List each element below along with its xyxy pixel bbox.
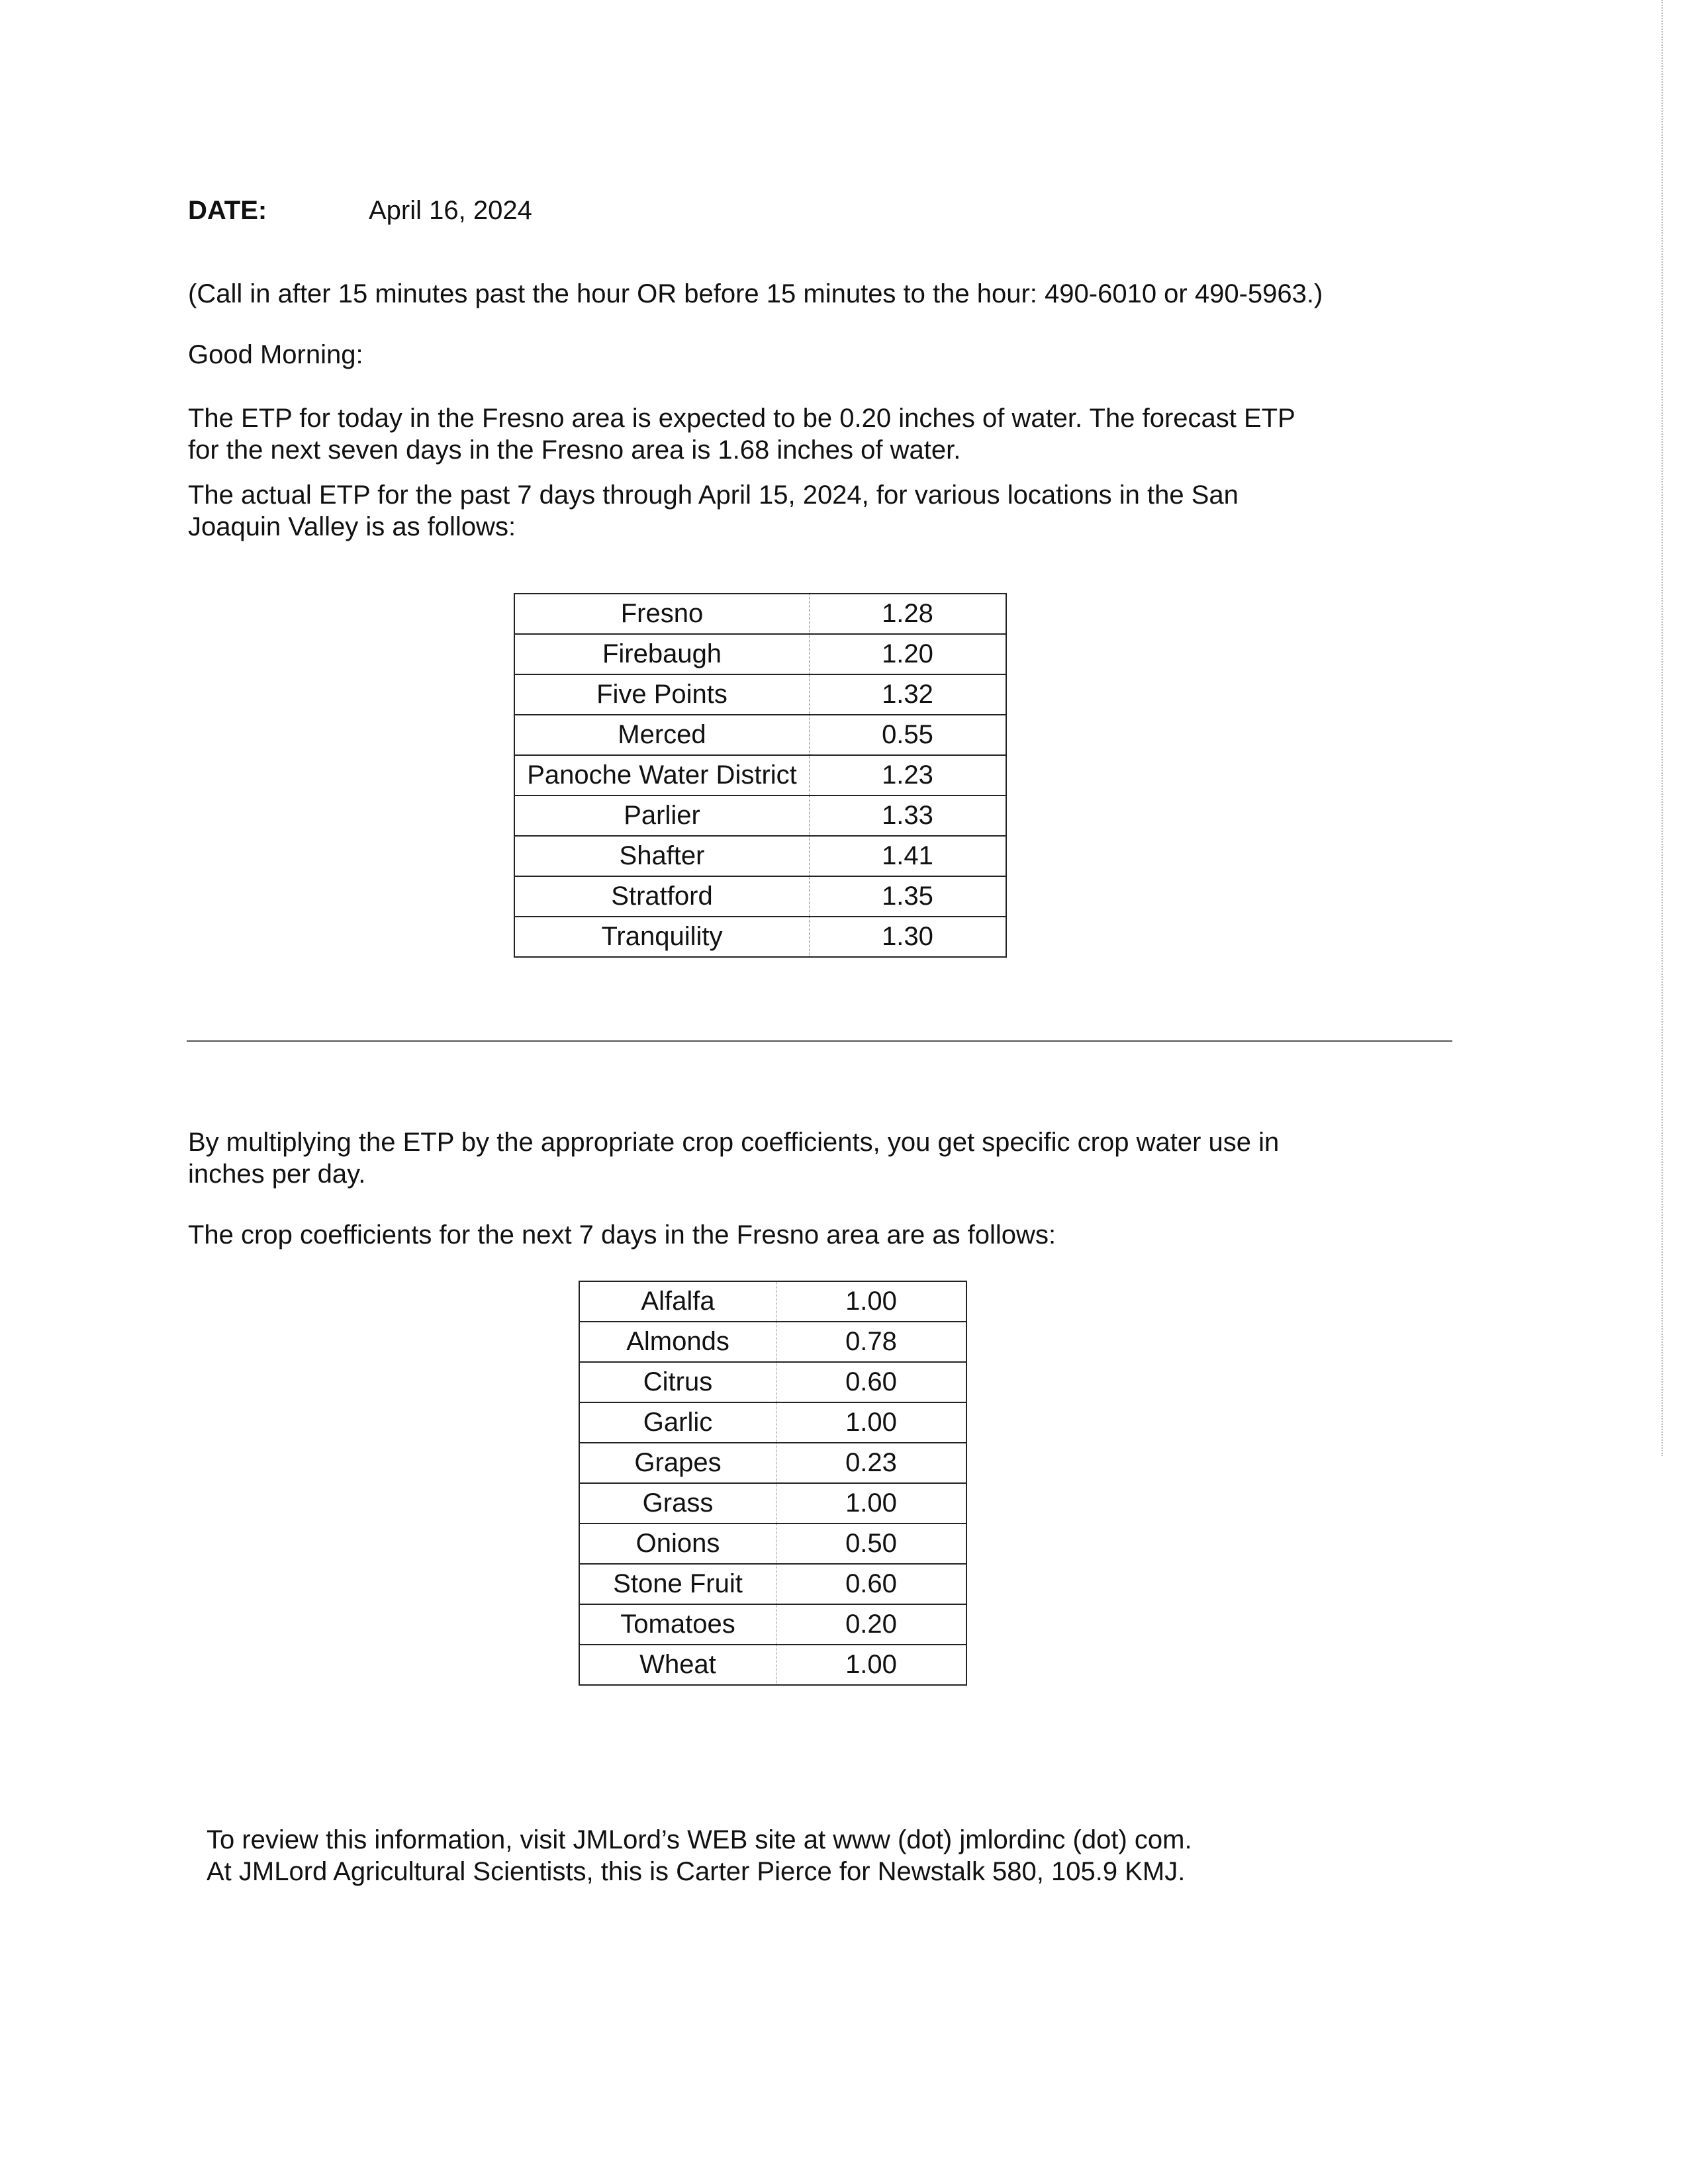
table-row	[514, 755, 1006, 796]
crop-coefficients-table	[579, 1281, 967, 1686]
table-row	[514, 876, 1006, 917]
section-divider	[187, 1040, 1452, 1042]
etp-value-cell: 1.41	[810, 836, 1007, 876]
scan-edge-marks	[1662, 0, 1665, 1456]
date-label: DATE:	[188, 196, 267, 225]
multiply-line-1: By multiplying the ETP by the appropriate crop coefficients, you get specific crop water use in	[188, 1128, 1280, 1157]
coefficient-cell: 0.60	[776, 1362, 967, 1402]
crop-cell: Grapes	[579, 1443, 776, 1483]
date-value: April 16, 2024	[369, 196, 532, 225]
crop-cell: Wheat	[579, 1645, 776, 1685]
table-row	[579, 1645, 966, 1685]
table-row	[514, 796, 1006, 836]
table-row	[579, 1281, 966, 1322]
table-row	[514, 715, 1006, 755]
table-row	[579, 1564, 966, 1604]
crop-cell: Alfalfa	[579, 1281, 776, 1322]
etp-value-cell: 1.33	[810, 796, 1007, 836]
coefficient-cell: 1.00	[776, 1645, 967, 1685]
coefficient-cell: 0.78	[776, 1322, 967, 1362]
etp-value-cell: 1.23	[810, 755, 1007, 796]
coefficient-cell: 0.60	[776, 1564, 967, 1604]
greeting: Good Morning:	[188, 340, 363, 369]
etp-value-cell: 1.28	[810, 594, 1007, 634]
table-row	[514, 836, 1006, 876]
etp-locations-table	[514, 593, 1007, 958]
coefficient-cell: 0.23	[776, 1443, 967, 1483]
table-row	[514, 674, 1006, 715]
location-cell: Tranquility	[514, 917, 810, 957]
crop-cell: Stone Fruit	[579, 1564, 776, 1604]
actual-etp-line-2: Joaquin Valley is as follows:	[188, 512, 516, 541]
location-cell: Parlier	[514, 796, 810, 836]
crop-intro: The crop coefficients for the next 7 days in the Fresno area are as follows:	[188, 1220, 1056, 1250]
coefficient-cell: 1.00	[776, 1402, 967, 1443]
location-cell: Stratford	[514, 876, 810, 917]
table-row	[514, 917, 1006, 957]
coefficient-cell: 1.00	[776, 1281, 967, 1322]
etp-value-cell: 1.30	[810, 917, 1007, 957]
table-row	[579, 1402, 966, 1443]
location-cell: Five Points	[514, 674, 810, 715]
location-cell: Panoche Water District	[514, 755, 810, 796]
multiply-line-2: inches per day.	[188, 1160, 366, 1189]
location-cell: Shafter	[514, 836, 810, 876]
call-in-instructions: (Call in after 15 minutes past the hour OR before 15 minutes to the hour: 490-6010 or 490-5963.)	[188, 279, 1323, 308]
table-row	[514, 634, 1006, 674]
location-cell: Firebaugh	[514, 634, 810, 674]
table-row	[514, 594, 1006, 634]
crop-cell: Tomatoes	[579, 1604, 776, 1645]
location-cell: Merced	[514, 715, 810, 755]
crop-cell: Almonds	[579, 1322, 776, 1362]
actual-etp-line-1: The actual ETP for the past 7 days through April 15, 2024, for various locations in the San	[188, 480, 1239, 510]
table-row	[579, 1443, 966, 1483]
footer-line-1: To review this information, visit JMLord’s WEB site at www (dot) jmlordinc (dot) com.	[207, 1825, 1192, 1854]
etp-value-cell: 1.32	[810, 674, 1007, 715]
table-row	[579, 1604, 966, 1645]
etp-value-cell: 0.55	[810, 715, 1007, 755]
crop-cell: Garlic	[579, 1402, 776, 1443]
crop-cell: Onions	[579, 1524, 776, 1564]
coefficient-cell: 0.20	[776, 1604, 967, 1645]
forecast-line-1: The ETP for today in the Fresno area is expected to be 0.20 inches of water. The forecast ETP	[188, 404, 1295, 433]
footer-line-2: At JMLord Agricultural Scientists, this is Carter Pierce for Newstalk 580, 105.9 KMJ.	[207, 1857, 1186, 1886]
location-cell: Fresno	[514, 594, 810, 634]
table-row	[579, 1322, 966, 1362]
forecast-line-2: for the next seven days in the Fresno area is 1.68 inches of water.	[188, 435, 961, 465]
table-row	[579, 1524, 966, 1564]
etp-value-cell: 1.35	[810, 876, 1007, 917]
coefficient-cell: 0.50	[776, 1524, 967, 1564]
table-row	[579, 1362, 966, 1402]
coefficient-cell: 1.00	[776, 1483, 967, 1524]
crop-cell: Citrus	[579, 1362, 776, 1402]
table-row	[579, 1483, 966, 1524]
etp-value-cell: 1.20	[810, 634, 1007, 674]
crop-cell: Grass	[579, 1483, 776, 1524]
